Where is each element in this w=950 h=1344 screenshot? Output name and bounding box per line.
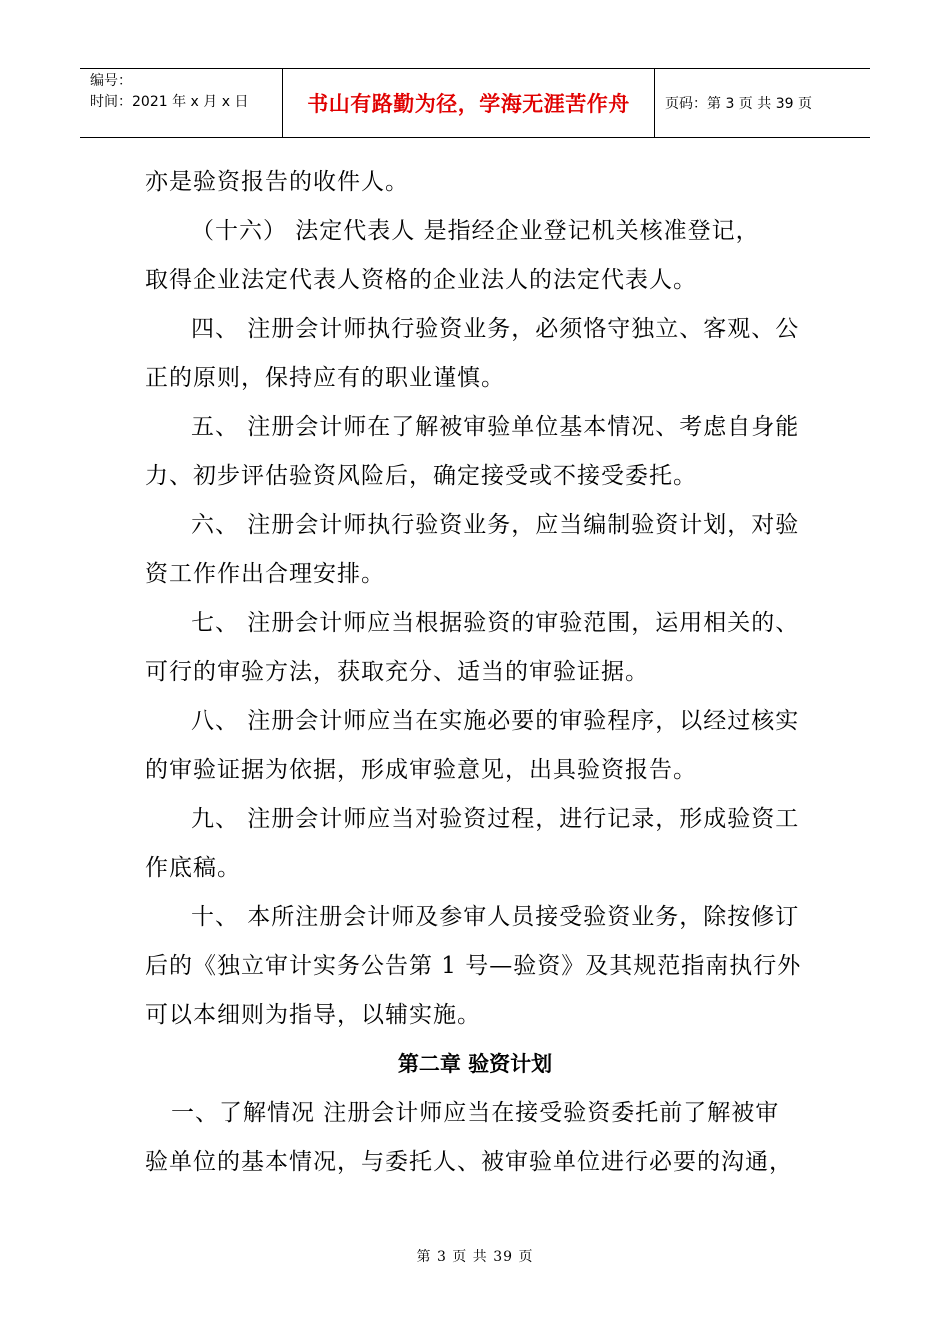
page-footer: 第 3 页 共 39 页: [416, 1249, 534, 1265]
body-line: 五、 注册会计师在了解被审验单位基本情况、考虑自身能: [191, 414, 800, 440]
body-line: 可行的审验方法，获取充分、适当的审验证据。: [145, 659, 649, 685]
body-line: 四、 注册会计师执行验资业务，必须恪守独立、客观、公: [191, 316, 800, 342]
body-line: 后的《独立审计实务公告第 1 号—验资》及其规范指南执行外: [145, 953, 802, 979]
body-line: 取得企业法定代表人资格的企业法人的法定代表人。: [145, 267, 697, 293]
body-line: 可以本细则为指导，以辅实施。: [145, 1002, 481, 1028]
body-line: 验单位的基本情况，与委托人、被审验单位进行必要的沟通，: [145, 1149, 793, 1175]
body-line: 十、 本所注册会计师及参审人员接受验资业务，除按修订: [191, 904, 800, 930]
body-line: 六、 注册会计师执行验资业务，应当编制验资计划，对验: [191, 512, 800, 538]
body-line: 九、 注册会计师应当对验资过程，进行记录，形成验资工: [191, 806, 800, 832]
page-header: [80, 68, 870, 138]
body-line: 资工作作出合理安排。: [145, 561, 385, 587]
header-meta: [80, 69, 283, 137]
body-line: （十六） 法定代表人 是指经企业登记机关核准登记，: [191, 218, 760, 244]
body-line: 的审验证据为依据，形成审验意见，出具验资报告。: [145, 757, 697, 783]
body-line: 正的原则，保持应有的职业谨慎。: [145, 365, 505, 391]
header-motto: 书山有路勤为径，学海无涯苦作舟: [283, 69, 655, 137]
document-date: 时间：2021 年 x 月 x 日: [90, 94, 249, 110]
document-body: [145, 158, 805, 1187]
body-line: 力、初步评估验资风险后，确定接受或不接受委托。: [145, 463, 697, 489]
body-line: 一、了解情况 注册会计师应当在接受验资委托前了解被审: [171, 1100, 780, 1126]
body-line: 亦是验资报告的收件人。: [145, 169, 409, 195]
body-line: 七、 注册会计师应当根据验资的审验范围，运用相关的、: [191, 610, 800, 636]
body-line: 作底稿。: [145, 855, 241, 881]
body-line: 八、 注册会计师应当在实施必要的审验程序，以经过核实: [191, 708, 800, 734]
chapter-title: 第二章 验资计划: [397, 1052, 553, 1076]
document-code-label: 编号：: [90, 73, 132, 89]
header-page-info: 页码：第 3 页 共 39 页: [665, 96, 812, 112]
